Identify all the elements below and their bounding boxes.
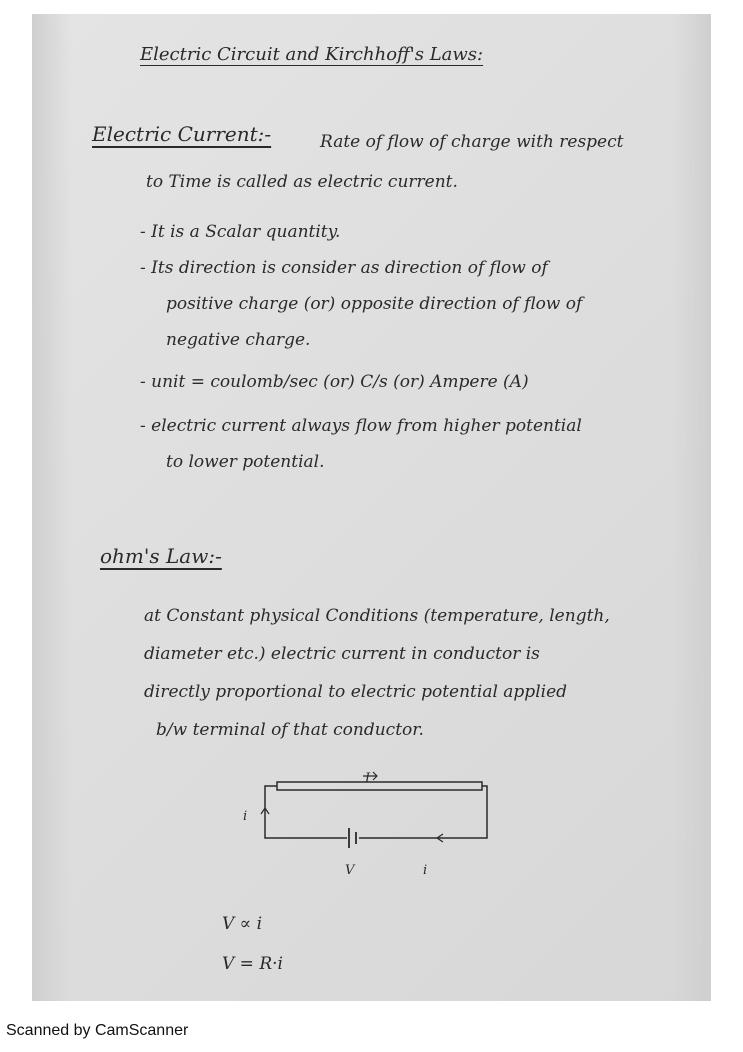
wire-left: [265, 786, 347, 838]
definition-line-2: to Time is called as electric current.: [146, 172, 458, 192]
definition-line-1: Rate of flow of charge with respect: [320, 132, 624, 152]
scanner-watermark: Scanned by CamScanner: [6, 1022, 189, 1039]
ohms-law-line-4: b/w terminal of that conductor.: [156, 720, 424, 740]
bullet-potential-line-1: - electric current always flow from higher potential: [140, 416, 582, 436]
ohms-law-line-1: at Constant physical Conditions (temperature, length,: [144, 606, 610, 626]
conductor-rod: [277, 782, 482, 790]
bullet-direction-line-2: positive charge (or) opposite direction of flow of: [166, 294, 583, 314]
equation-proportional: V ∝ i: [222, 914, 263, 934]
label-current-bottom: i: [423, 863, 428, 878]
wire-right: [359, 786, 487, 838]
label-battery-voltage: V: [345, 863, 355, 878]
page-edge-shadow: [672, 14, 711, 1001]
electric-current-heading: Electric Current:-: [92, 122, 272, 146]
bullet-direction-line-1: - Its direction is consider as direction of flow of: [140, 258, 548, 278]
ohms-law-heading: ohm's Law:-: [100, 544, 222, 568]
circuit-diagram: [225, 770, 495, 885]
ohms-law-line-3: directly proportional to electric potential applied: [144, 682, 568, 702]
bullet-direction-line-3: negative charge.: [166, 330, 311, 350]
ohms-law-line-2: diameter etc.) electric current in conductor is: [144, 644, 540, 664]
bullet-scalar: - It is a Scalar quantity.: [140, 222, 341, 242]
unit-line: - unit = coulomb/sec (or) C/s (or) Ampere (A): [140, 372, 529, 392]
page-fold-shadow: [32, 14, 72, 1001]
bullet-potential-line-2: to lower potential.: [166, 452, 325, 472]
equation-ohms-law: V = R·i: [222, 954, 283, 974]
page-title: Electric Circuit and Kirchhoff's Laws:: [140, 44, 484, 65]
label-current-top: I: [365, 771, 371, 786]
label-current-left: i: [243, 809, 248, 824]
